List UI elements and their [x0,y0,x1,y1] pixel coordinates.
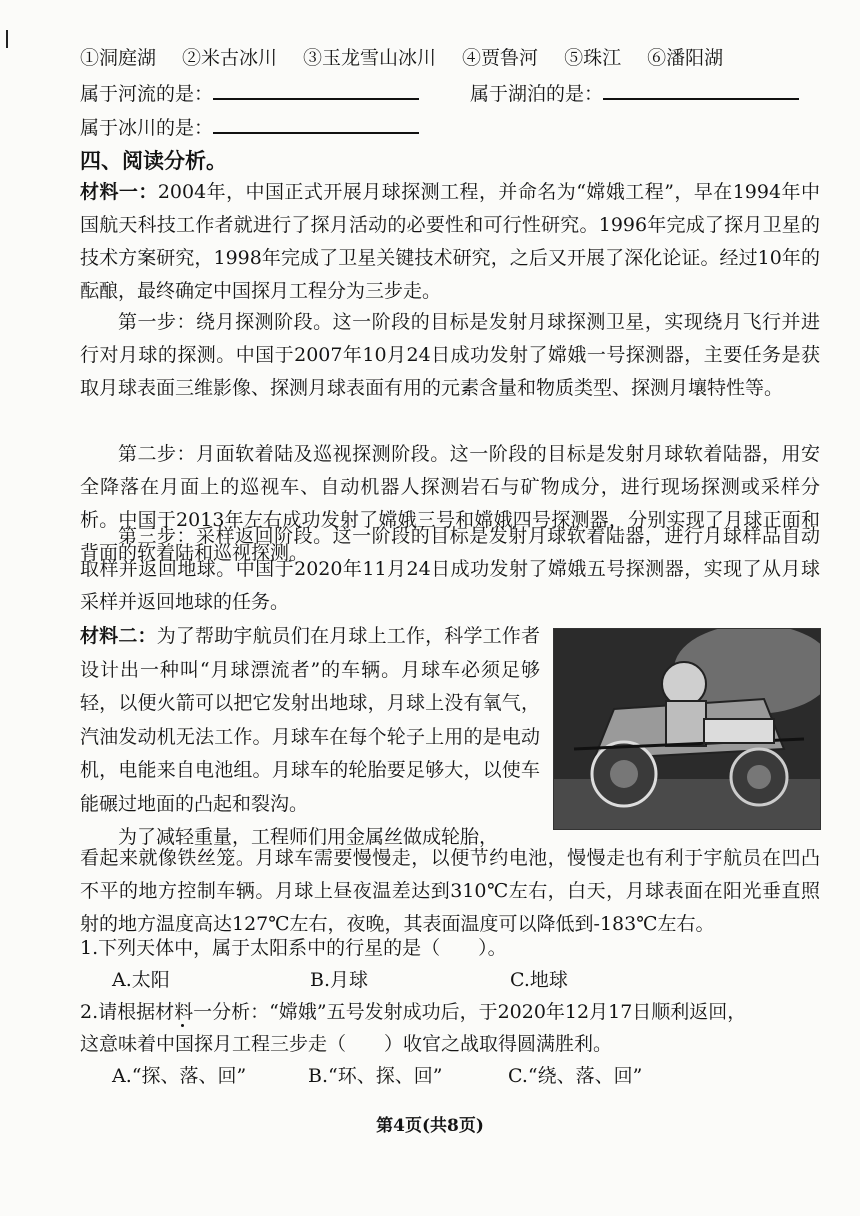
option-item: ①洞庭湖 [80,47,157,69]
option-item: ③玉龙雪山冰川 [303,47,437,69]
q2-text-pre: 2.请根据 [80,1001,156,1023]
material2-text [80,620,540,855]
question-1: 1.下列天体中，属于太阳系中的行星的是（ ）。 [80,937,507,959]
q2-text-dotted: 材料一 [155,1001,213,1023]
question-1-choices [112,964,568,997]
lakes-fill [470,78,799,111]
question-2-choices [112,1060,642,1093]
lakes-label: 属于湖泊的是： [470,83,604,105]
option-item: ⑤珠江 [564,47,622,69]
material2-text-beside: 为了帮助宇航员们在月球上工作，科学工作者设计出一种叫“月球漂流者”的车辆。月球车必须足够轻，以便火箭可以把它发射出地球，月球上没有氧气，汽油发动机无法工作。月球车在每个轮子上用的是电动机，电能来自电池组。月球车的轮胎要足够大，以使车能碾过地面的凸起和裂沟。 [80,625,540,815]
page-number: 第4页(共8页) [376,1116,484,1136]
question-2 [80,996,746,1029]
glaciers-label: 属于冰川的是： [80,117,214,139]
lunar-rover-photo [553,628,821,830]
question-2-line2: 这意味着中国探月工程三步走（ ）收官之战取得圆满胜利。 [80,1033,613,1055]
material2-label: 材料二： [80,625,157,647]
q1-choice-b[interactable]: B.月球 [310,969,369,991]
scan-edge-mark [6,30,8,48]
q1-choice-a[interactable]: A.太阳 [112,969,170,991]
option-item: ⑥潘阳湖 [647,47,724,69]
option-item: ④贾鲁河 [462,47,539,69]
lunar-rover-illustration [554,629,820,829]
material1-intro-text: 2004年，中国正式开展月球探测工程，并命名为“嫦娥工程”，早在1994年中国航天科技工作者就进行了探月活动的必要性和可行性研究。1996年完成了探月卫星的技术方案研究，1998年完成了卫星关键技术研究，之后又开展了深化论证。经过10年的酝酿，最终确定中国探月工程分为三步走。 [80,181,820,302]
glaciers-blank[interactable] [213,112,419,134]
q1-choice-c[interactable]: C.地球 [510,969,568,991]
q2-choice-c[interactable]: C.“绕、落、回” [508,1065,643,1087]
glaciers-fill [80,112,419,145]
material1-label: 材料一： [80,181,158,203]
rivers-blank[interactable] [213,78,419,100]
options-row [80,42,820,75]
material1-intro [80,176,820,308]
q2-choice-a[interactable]: A.“探、落、回” [112,1065,247,1087]
q2-choice-b[interactable]: B.“环、探、回” [308,1065,443,1087]
material2-text-continued-start: 为了减轻重量，工程师们用金属丝做成轮胎， [118,826,499,848]
lakes-blank[interactable] [603,78,799,100]
section-title: 四、阅读分析。 [80,148,227,173]
material2-text-continued: 看起来就像铁丝笼。月球车需要慢慢走，以便节约电池，慢慢走也有利于宇航员在凹凸不平的地方控制车辆。月球上昼夜温差达到310℃左右，白天，月球表面在阳光垂直照射的地方温度高达127℃左右，夜晚，其表面温度可以降低到-183℃左右。 [80,847,820,935]
material1-step3: 第三步：采样返回阶段。这一阶段的目标是发射月球软着陆器，进行月球样品自动取样并返回地球。中国于2020年11月24日成功发射了嫦娥五号探测器，实现了从月球采样并返回地球的任务。 [80,525,820,613]
material1-step2: 第二步：月面软着陆及巡视探测阶段。这一阶段的目标是发射月球软着陆器，用安全降落在月面上的巡视车、自动机器人探测岩石与矿物成分，进行现场探测或采样分析。中国于2013年左右成功发射了嫦娥三号和嫦娥四号探测器，分别实现了月球正面和背面的软着陆和巡视探测。 [80,443,820,564]
material1-step1: 第一步：绕月探测阶段。这一阶段的目标是发射月球探测卫星，实现绕月飞行并进行对月球的探测。中国于2007年10月24日成功发射了嫦娥一号探测器，主要任务是获取月球表面三维影像、探测月球表面有用的元素含量和物质类型、探测月壤特性等。 [80,311,820,399]
option-item: ②米古冰川 [182,47,278,69]
rivers-fill [80,78,419,111]
rivers-label: 属于河流的是： [80,83,214,105]
q2-text-post: 分析：“嫦娥”五号发射成功后，于2020年12月17日顺利返回， [212,1001,747,1023]
